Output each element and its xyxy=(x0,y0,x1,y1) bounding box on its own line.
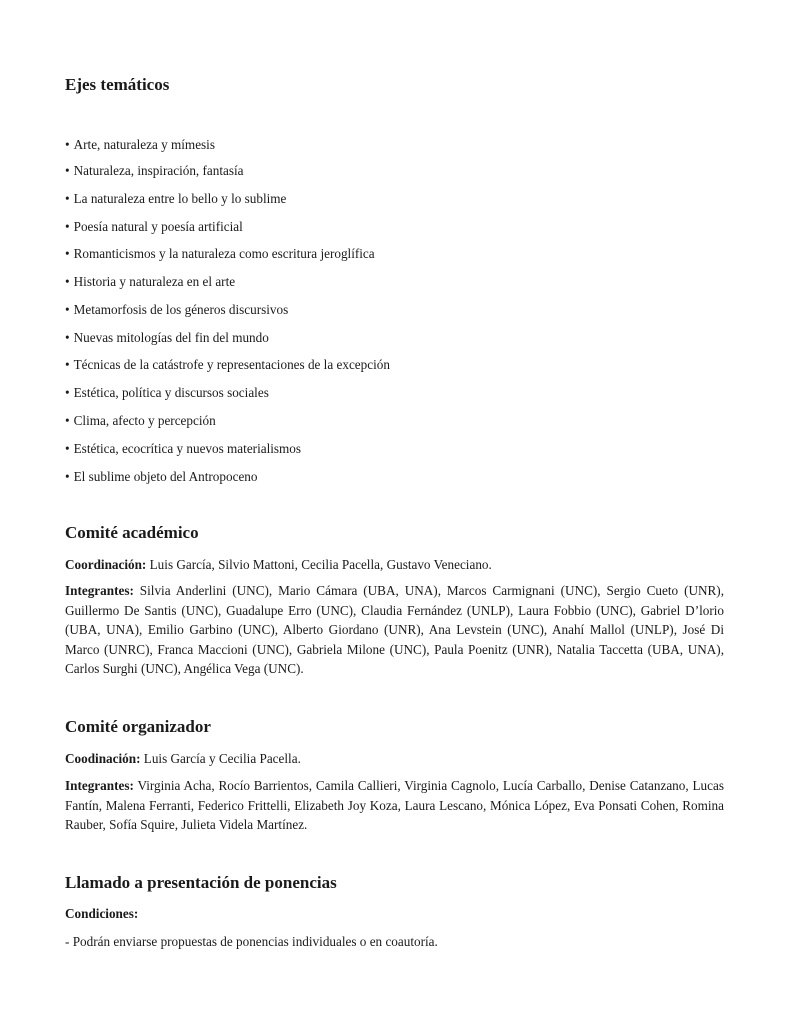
list-item xyxy=(65,274,235,290)
condicion-item: - Podrán enviarse propuestas de ponencias individuales o en coautoría. xyxy=(65,934,438,949)
coordinacion-text: Luis García, Silvio Mattoni, Cecilia Pacella, Gustavo Veneciano. xyxy=(146,557,492,572)
heading-comite-organizador: Comité organizador xyxy=(65,717,211,736)
bullet: • xyxy=(65,469,70,484)
bullet: • xyxy=(65,385,70,400)
list-item xyxy=(65,191,286,207)
list-item xyxy=(65,137,215,153)
integrantes-label: Integrantes: xyxy=(65,778,134,793)
bullet: • xyxy=(65,274,70,289)
condiciones-label xyxy=(65,906,138,922)
integrantes-text: Virginia Acha, Rocío Barrientos, Camila Callieri, Virginia Cagnolo, Lucía Carballo, Denise Catanzano, Lucas Fantín, Malena Ferranti, Federico Frittelli, Elizabeth Joy Koza, Laura Lescano, Mónica López, Eva Ponsati Cohen, Romina Rauber, Sofía Squire, Julieta Videla Martínez. xyxy=(65,778,724,833)
coordinacion-academico xyxy=(65,557,492,573)
bullet: • xyxy=(65,246,70,261)
list-item-text: Estética, ecocrítica y nuevos materialismos xyxy=(73,441,302,456)
list-item-text: Técnicas de la catástrofe y representaciones de la excepción xyxy=(73,357,390,372)
list-item xyxy=(65,219,243,235)
list-item xyxy=(65,302,288,318)
list-item-text: El sublime objeto del Antropoceno xyxy=(73,469,258,484)
bullet: • xyxy=(65,219,70,234)
heading-ejes-tematicos: Ejes temáticos xyxy=(65,75,170,94)
list-item xyxy=(65,246,375,262)
list-item xyxy=(65,163,244,179)
bullet: • xyxy=(65,302,70,317)
list-item-text: Romanticismos y la naturaleza como escritura jeroglífica xyxy=(73,246,375,261)
list-item-text: Nuevas mitologías del fin del mundo xyxy=(73,330,269,345)
bullet: • xyxy=(65,163,70,178)
list-item xyxy=(65,357,390,373)
list-item xyxy=(65,330,269,346)
integrantes-academico xyxy=(65,581,724,679)
integrantes-text: Silvia Anderlini (UNC), Mario Cámara (UBA, UNA), Marcos Carmignani (UNC), Sergio Cueto (UNR), Guillermo De Santis (UNC), Guadalupe Erro (UNC), Claudia Fernández (UNLP), Laura Fobbio (UNC), Gabriel D’lorio (UBA, UNA), Emilio Garbino (UNC), Alberto Giordano (UNR), Ana Levstein (UNC), Anahí Mallol (UNLP), José Di Marco (UNRC), Franca Maccioni (UNC), Gabriela Milone (UNC), Paula Poenitz (UNR), Natalia Taccetta (UBA, UNA), Carlos Surghi (UNC), Angélica Vega (UNC). xyxy=(65,583,724,677)
bullet: • xyxy=(65,357,70,372)
heading-comite-academico: Comité académico xyxy=(65,523,199,542)
coordinacion-organizador xyxy=(65,751,301,767)
bullet: • xyxy=(65,191,70,206)
list-item xyxy=(65,385,269,401)
bullet: • xyxy=(65,413,70,428)
integrantes-organizador xyxy=(65,776,724,835)
list-item-text: Poesía natural y poesía artificial xyxy=(73,219,243,234)
condiciones-label-text: Condiciones: xyxy=(65,906,139,921)
coordinacion-label: Coordinación: xyxy=(65,557,147,572)
list-item-text: La naturaleza entre lo bello y lo sublime xyxy=(73,191,287,206)
integrantes-label: Integrantes: xyxy=(65,583,134,598)
list-item-text: Clima, afecto y percepción xyxy=(73,413,216,428)
list-item-text: Naturaleza, inspiración, fantasía xyxy=(73,163,244,178)
coordinacion-label: Coodinación: xyxy=(65,751,141,766)
bullet: • xyxy=(65,330,70,345)
list-item-text: Historia y naturaleza en el arte xyxy=(73,274,236,289)
heading-llamado-ponencias: Llamado a presentación de ponencias xyxy=(65,873,337,892)
list-item xyxy=(65,441,301,457)
coordinacion-text: Luis García y Cecilia Pacella. xyxy=(140,751,301,766)
list-item xyxy=(65,413,216,429)
bullet: • xyxy=(65,137,70,152)
list-item xyxy=(65,469,257,485)
list-item-text: Estética, política y discursos sociales xyxy=(73,385,269,400)
list-item-text: Metamorfosis de los géneros discursivos xyxy=(73,302,289,317)
bullet: • xyxy=(65,441,70,456)
list-item-text: Arte, naturaleza y mímesis xyxy=(73,137,215,152)
